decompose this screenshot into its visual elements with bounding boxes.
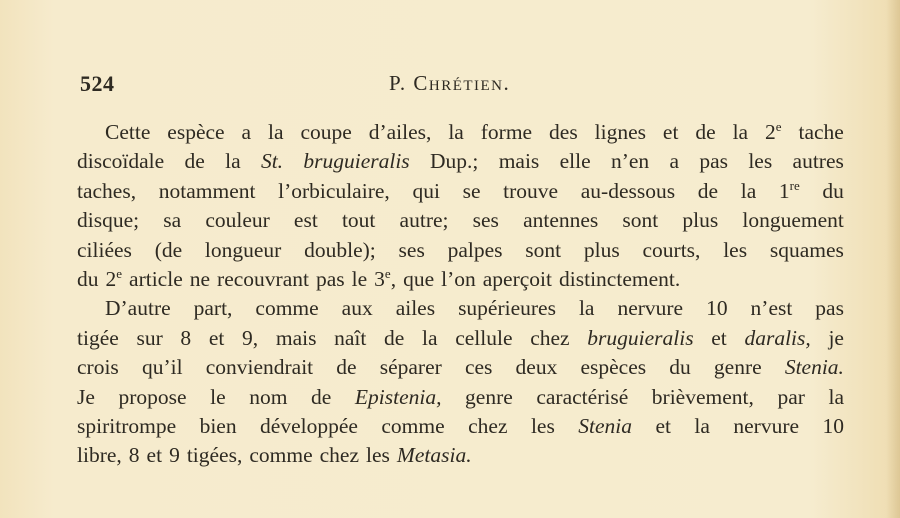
word: la bbox=[267, 120, 284, 144]
word: libre, bbox=[77, 443, 122, 468]
word: des bbox=[549, 120, 578, 144]
word: le bbox=[210, 384, 226, 409]
word: comme bbox=[249, 443, 313, 468]
word: 10 bbox=[822, 413, 844, 438]
word: discoïdale bbox=[77, 149, 165, 174]
running-head-author: P. Chrétien. bbox=[389, 71, 511, 95]
superscript: e bbox=[384, 265, 391, 281]
text-line bbox=[77, 118, 844, 147]
running-head bbox=[80, 71, 840, 97]
word: et bbox=[146, 443, 163, 468]
word: 9, bbox=[242, 325, 259, 350]
word: du bbox=[77, 266, 99, 291]
word: genre bbox=[713, 355, 762, 380]
word: les bbox=[748, 149, 773, 174]
word: le bbox=[351, 266, 368, 291]
word: n’est bbox=[750, 296, 793, 321]
word: nom bbox=[249, 384, 288, 409]
text-line bbox=[77, 324, 844, 353]
word: les bbox=[723, 237, 748, 262]
superscript: e bbox=[775, 118, 782, 134]
superscript: re bbox=[789, 177, 800, 193]
word: 2e bbox=[105, 265, 123, 291]
word: séparer bbox=[379, 355, 442, 380]
word: palpes bbox=[447, 237, 503, 262]
text-line bbox=[77, 294, 844, 323]
word: pas bbox=[699, 149, 729, 174]
word: se bbox=[462, 178, 481, 203]
word: pas bbox=[815, 296, 844, 321]
word: ciliées bbox=[77, 237, 132, 262]
word: nervure bbox=[733, 413, 800, 438]
word: sont bbox=[622, 208, 659, 233]
italic-word: Metasia. bbox=[396, 443, 472, 468]
word: les bbox=[366, 443, 390, 468]
word: crois bbox=[77, 355, 119, 380]
text-line bbox=[77, 265, 844, 294]
word: cellule bbox=[455, 325, 513, 350]
text-line bbox=[77, 236, 844, 265]
word: de bbox=[184, 149, 205, 174]
word: ses bbox=[398, 237, 425, 262]
word: tigées, bbox=[186, 443, 243, 468]
text-line bbox=[77, 206, 844, 235]
word: elle bbox=[559, 149, 591, 174]
word: je bbox=[828, 325, 844, 350]
word: mais bbox=[498, 149, 540, 174]
word: autres bbox=[792, 149, 844, 174]
word: ne bbox=[189, 266, 211, 291]
word: de bbox=[697, 178, 719, 203]
word: conviendrait bbox=[205, 355, 314, 380]
word: qu’il bbox=[141, 355, 183, 380]
word: caractérisé bbox=[536, 384, 629, 409]
word: ses bbox=[472, 208, 499, 233]
word: 1re bbox=[778, 177, 800, 203]
word: ailes bbox=[395, 296, 436, 321]
word: naît bbox=[334, 325, 367, 350]
word: et bbox=[662, 120, 679, 144]
word: comme bbox=[381, 413, 445, 438]
text-line bbox=[77, 383, 844, 412]
page-edge-shadow bbox=[886, 0, 900, 518]
word: Je bbox=[77, 384, 95, 409]
word: 2e bbox=[765, 118, 782, 144]
word: est bbox=[293, 208, 318, 233]
italic-word: Stenia bbox=[578, 413, 633, 438]
word: n’en bbox=[610, 149, 650, 174]
word: la bbox=[732, 120, 749, 144]
word: espèce bbox=[167, 120, 225, 144]
word: D’autre bbox=[105, 296, 171, 321]
word: de bbox=[336, 355, 357, 380]
word: sont bbox=[525, 237, 562, 262]
word: pas bbox=[315, 266, 345, 291]
word: tout bbox=[341, 208, 376, 233]
word: la bbox=[828, 384, 844, 409]
text-line bbox=[77, 353, 844, 382]
word: genre bbox=[465, 384, 513, 409]
word: la bbox=[422, 325, 438, 350]
paragraph bbox=[77, 294, 844, 470]
word: la bbox=[225, 149, 241, 174]
italic-word: St. bbox=[260, 149, 284, 174]
word: que bbox=[403, 266, 435, 291]
word: et bbox=[655, 413, 671, 438]
text-line bbox=[77, 147, 844, 176]
body-text bbox=[77, 118, 844, 471]
word: par bbox=[777, 384, 805, 409]
word: tigée bbox=[77, 325, 119, 350]
word: chez bbox=[530, 325, 570, 350]
word: plus bbox=[583, 237, 620, 262]
word: spiritrompe bbox=[77, 413, 177, 438]
word: antennes bbox=[523, 208, 599, 233]
italic-word: bruguieralis bbox=[587, 325, 694, 350]
word: double); bbox=[304, 237, 376, 262]
word: lignes bbox=[594, 120, 646, 144]
word: 10 bbox=[706, 296, 728, 321]
word: de bbox=[311, 384, 332, 409]
word: aperçoit bbox=[482, 266, 553, 291]
word: (de bbox=[154, 237, 183, 262]
word: longueur bbox=[204, 237, 282, 262]
word: et bbox=[208, 325, 225, 350]
text-line bbox=[77, 441, 844, 470]
italic-word: Epistenia, bbox=[354, 384, 442, 409]
word: 8 bbox=[180, 325, 192, 350]
word: du bbox=[669, 355, 691, 380]
word: l’orbiculaire, bbox=[278, 178, 390, 203]
word: tache bbox=[798, 120, 844, 144]
word: autre; bbox=[399, 208, 449, 233]
italic-word: bruguieralis bbox=[303, 149, 410, 174]
word: et bbox=[711, 325, 727, 350]
word: trouve bbox=[503, 178, 559, 203]
word: longuement bbox=[742, 208, 844, 233]
text-line bbox=[77, 412, 844, 441]
word: 3e, bbox=[374, 265, 397, 291]
word: notamment bbox=[158, 178, 256, 203]
text-line bbox=[77, 177, 844, 206]
word: coupe bbox=[300, 120, 352, 144]
word: Cette bbox=[105, 120, 151, 144]
word: taches, bbox=[77, 178, 137, 203]
word: distinctement. bbox=[559, 266, 681, 291]
italic-word: Stenia. bbox=[784, 355, 844, 380]
word: couleur bbox=[205, 208, 270, 233]
word: disque; bbox=[77, 208, 140, 233]
word: courts, bbox=[642, 237, 701, 262]
word: de bbox=[695, 120, 716, 144]
word: a bbox=[241, 120, 252, 144]
word: la bbox=[448, 120, 464, 144]
word: 9 bbox=[169, 443, 180, 468]
page-number: 524 bbox=[80, 71, 115, 96]
word: bien bbox=[199, 413, 237, 438]
word: la bbox=[578, 296, 595, 321]
word: la bbox=[694, 413, 710, 438]
word: supérieures bbox=[458, 296, 556, 321]
word: deux bbox=[515, 355, 558, 380]
word: nervure bbox=[617, 296, 684, 321]
paragraph bbox=[77, 118, 844, 294]
word: qui bbox=[412, 178, 440, 203]
word: 8 bbox=[128, 443, 140, 468]
word: la bbox=[740, 178, 757, 203]
word: au-dessous bbox=[580, 178, 676, 203]
word: du bbox=[822, 178, 844, 203]
italic-word: daralis, bbox=[744, 325, 811, 350]
word: recouvrant bbox=[217, 266, 309, 291]
word: a bbox=[669, 149, 680, 174]
word: chez bbox=[319, 443, 360, 468]
word: sur bbox=[136, 325, 163, 350]
word: de bbox=[384, 325, 405, 350]
word: forme bbox=[480, 120, 533, 144]
word: part, bbox=[193, 296, 233, 321]
word: article bbox=[129, 266, 183, 291]
word: chez bbox=[468, 413, 508, 438]
word: squames bbox=[769, 237, 844, 262]
word: les bbox=[530, 413, 555, 438]
word: d’ailes, bbox=[368, 120, 432, 144]
word: brièvement, bbox=[651, 384, 754, 409]
word: aux bbox=[341, 296, 373, 321]
word: propose bbox=[118, 384, 187, 409]
word: ces bbox=[464, 355, 493, 380]
word: mais bbox=[275, 325, 317, 350]
superscript: e bbox=[116, 265, 123, 281]
word: comme bbox=[255, 296, 319, 321]
word: Dup.; bbox=[430, 149, 479, 174]
word: sa bbox=[163, 208, 182, 233]
word: l’on bbox=[441, 266, 476, 291]
word: développée bbox=[260, 413, 358, 438]
word: plus bbox=[682, 208, 719, 233]
word: espèces bbox=[580, 355, 647, 380]
